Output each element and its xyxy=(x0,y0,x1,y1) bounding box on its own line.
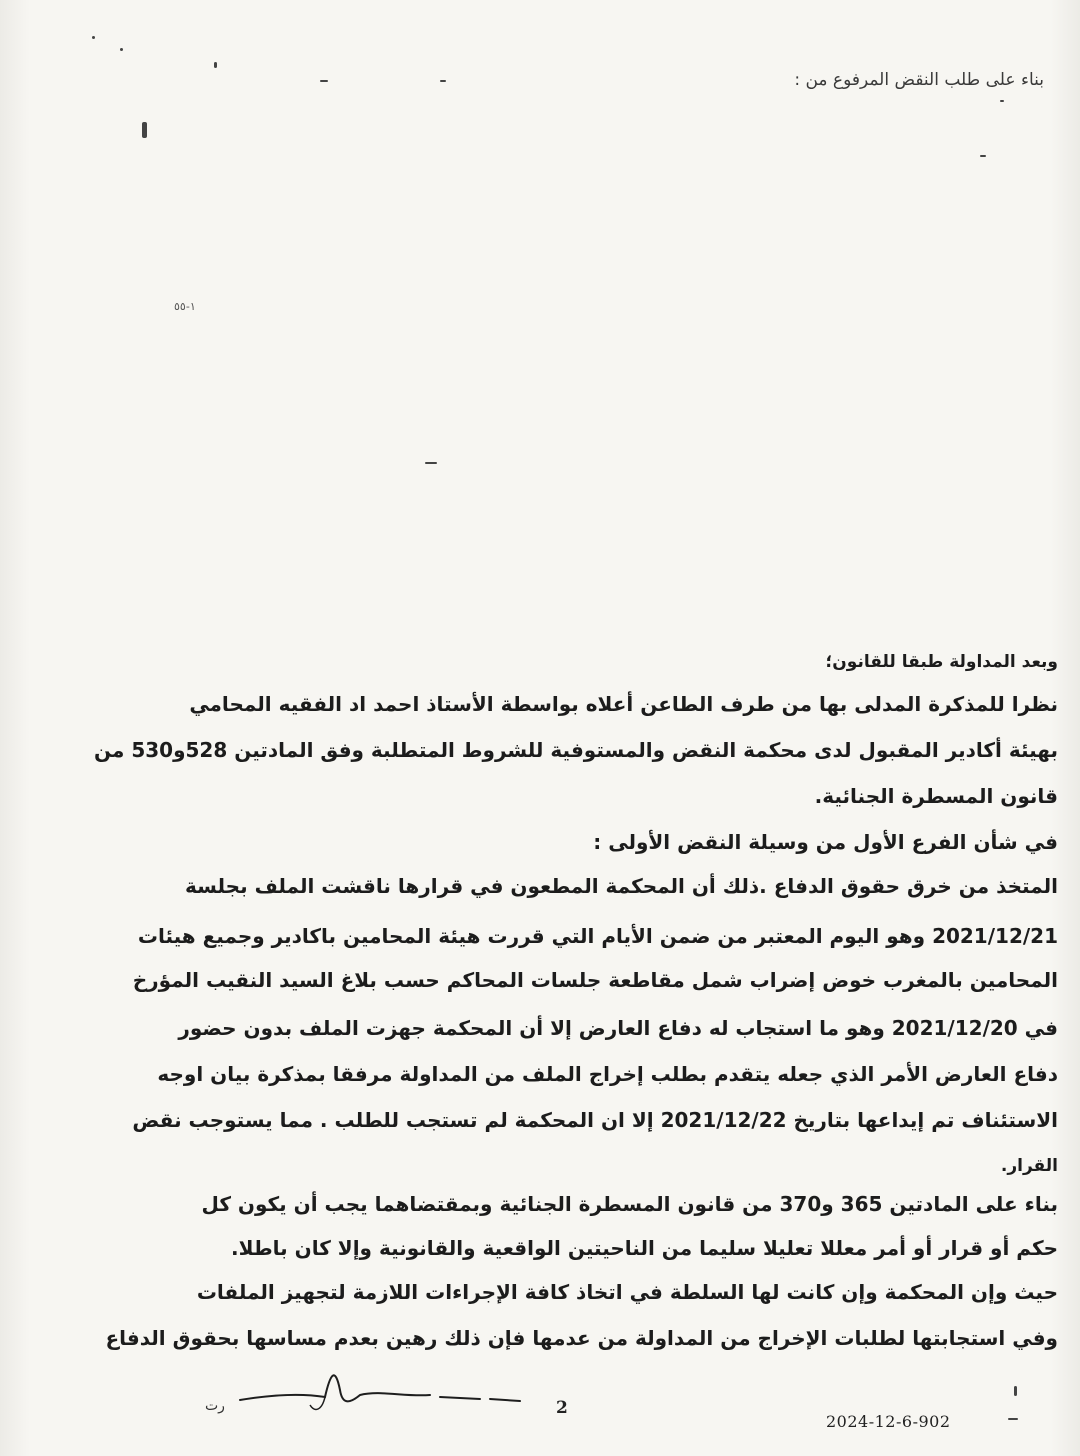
scan-speck xyxy=(120,48,123,51)
small-mark: ١-٥٥ xyxy=(174,300,196,313)
header-line: بناء على طلب النقض المرفوع من : xyxy=(794,70,1044,90)
body-line: نظرا للمذكرة المدلى بها من طرف الطاعن أعلاه بواسطة الأستاذ احمد اد الفقيه المحامي xyxy=(189,692,1058,716)
body-line: بناء على المادتين 365 و370 من قانون المسطرة الجنائية وبمقتضاهما يجب أن يكون كل xyxy=(201,1192,1058,1216)
body-line: المحامين بالمغرب خوض إضراب شمل مقاطعة جلسات المحاكم حسب بلاغ السيد النقيب المؤرخ xyxy=(132,968,1058,992)
scan-speck xyxy=(214,62,217,68)
scan-speck xyxy=(142,122,147,138)
footer-mark: رت xyxy=(205,1398,225,1414)
body-line: في 2021/12/20 وهو ما استجاب له دفاع العارض إلا أن المحكمة جهزت الملف بدون حضور xyxy=(178,1016,1058,1040)
scan-speck xyxy=(1014,1386,1017,1396)
scan-speck xyxy=(1000,100,1004,102)
signature-icon xyxy=(230,1355,530,1415)
scan-speck xyxy=(980,155,986,157)
body-line: الاستئناف تم إيداعها بتاريخ 2021/12/22 إلا ان المحكمة لم تستجب للطلب . مما يستوجب نقض xyxy=(132,1108,1058,1132)
scan-speck xyxy=(320,80,328,82)
body-line: قانون المسطرة الجنائية. xyxy=(814,784,1058,808)
document-reference: 2024-12-6-902 xyxy=(826,1412,951,1431)
body-line: دفاع العارض الأمر الذي جعله يتقدم بطلب إخراج الملف من المداولة مرفقا بمذكرة بيان اوجه xyxy=(157,1062,1058,1086)
body-line: وبعد المداولة طبقا للقانون؛ xyxy=(825,652,1058,672)
scan-speck xyxy=(92,36,95,39)
body-line: المتخذ من خرق حقوق الدفاع .ذلك أن المحكمة المطعون في قرارها ناقشت الملف بجلسة xyxy=(185,874,1058,898)
scan-speck xyxy=(1008,1418,1018,1420)
body-line: في شأن الفرع الأول من وسيلة النقض الأولى : xyxy=(593,830,1058,854)
body-line: حيث وإن المحكمة وإن كانت لها السلطة في اتخاذ كافة الإجراءات اللازمة لتجهيز الملفات xyxy=(196,1280,1058,1304)
page-number: 2 xyxy=(556,1398,568,1418)
scan-speck xyxy=(440,80,446,82)
body-line: القرار. xyxy=(1000,1156,1058,1176)
body-line: وفي استجابتها لطلبات الإخراج من المداولة من عدمها فإن ذلك رهين بعدم مساسها بحقوق الدفاع xyxy=(105,1326,1058,1350)
body-line: بهيئة أكادير المقبول لدى محكمة النقض والمستوفية للشروط المتطلبة وفق المادتين 528و530 من xyxy=(93,738,1058,762)
body-line: حكم أو قرار أو أمر معللا تعليلا سليما من الناحيتين الواقعية والقانونية وإلا كان باطلا. xyxy=(231,1236,1058,1260)
scan-speck xyxy=(425,462,437,464)
body-line: 2021/12/21 وهو اليوم المعتبر من ضمن الأيام التي قررت هيئة المحامين باكادير وجميع هيئات xyxy=(137,924,1058,948)
